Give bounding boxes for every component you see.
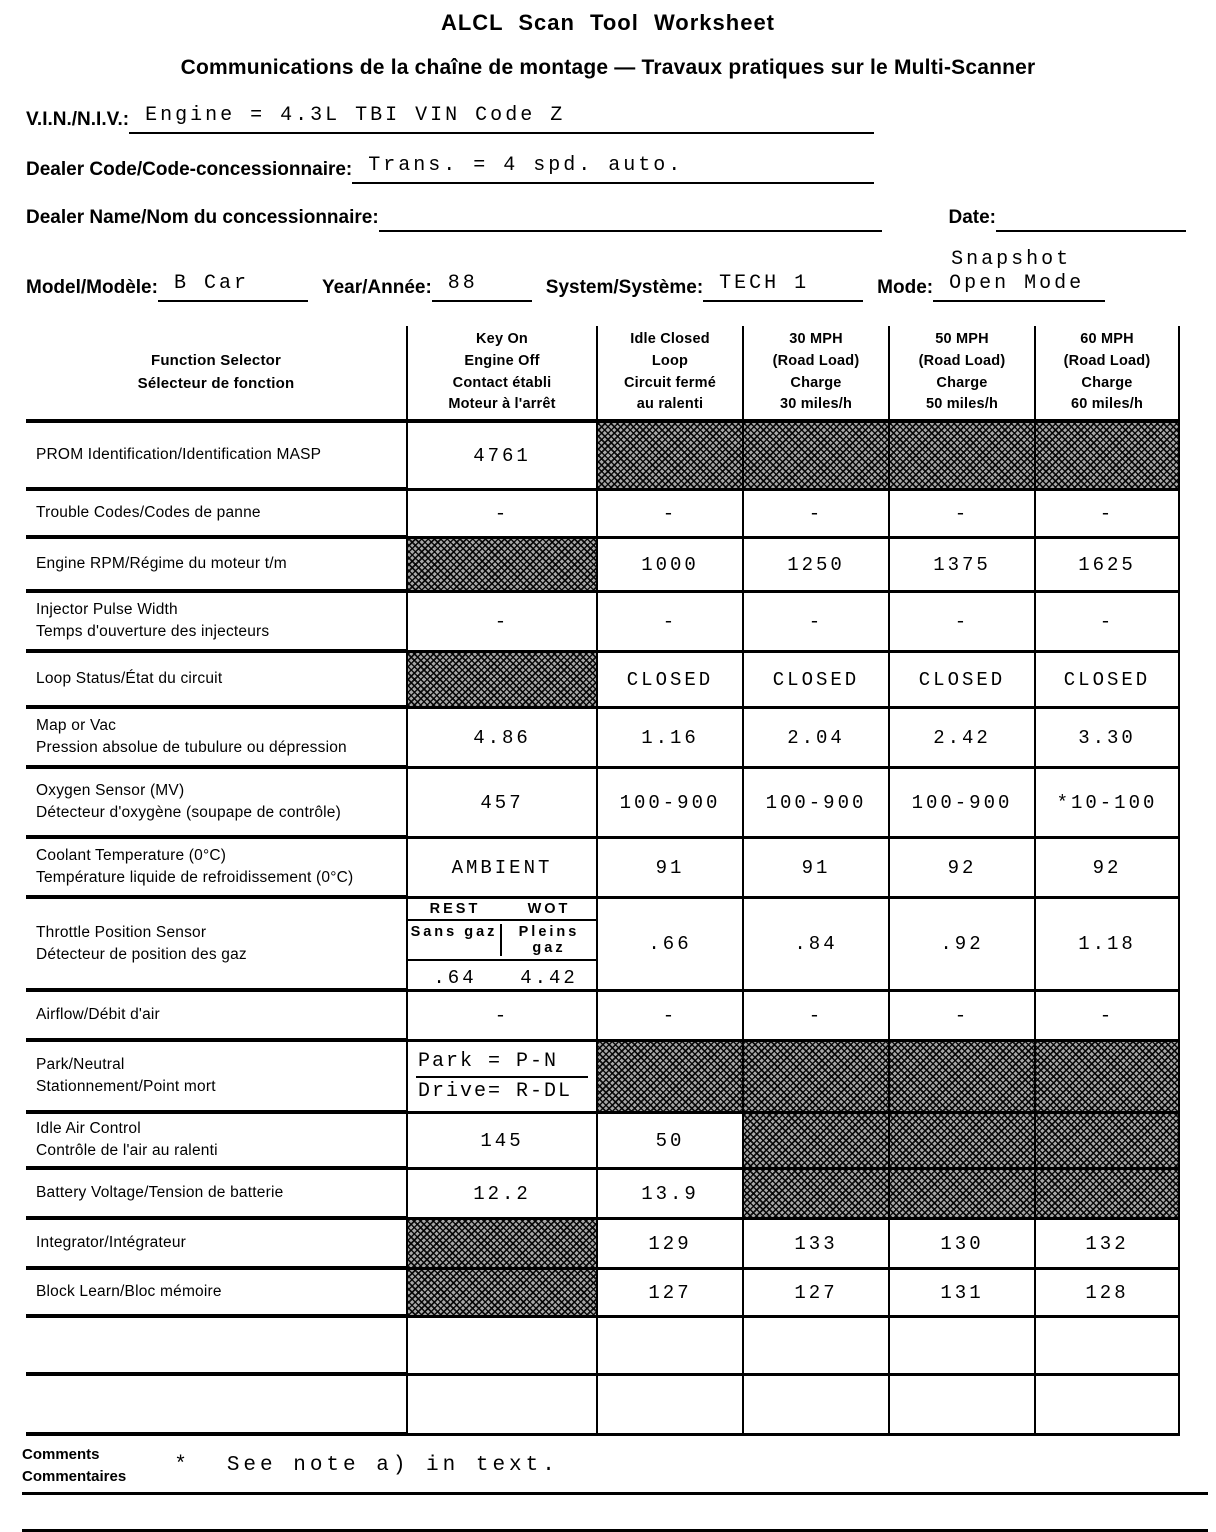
table-cell bbox=[596, 539, 742, 593]
cell-value: - bbox=[1099, 502, 1115, 525]
row-label bbox=[26, 593, 406, 653]
row-label-line: PROM Identification/Identification MASP bbox=[36, 446, 322, 464]
cell-value: 4761 bbox=[473, 444, 531, 467]
vin-value: Engine = 4.3L TBI VIN Code Z bbox=[129, 104, 874, 134]
cell-shaded bbox=[1034, 1170, 1180, 1220]
row-label-line: Température liquide de refroidissement (0°C) bbox=[36, 869, 354, 886]
tps-header: WOT bbox=[527, 901, 571, 917]
row-label bbox=[26, 1170, 406, 1220]
park-neutral-values bbox=[408, 1046, 596, 1108]
cell-value: 100-900 bbox=[911, 791, 1013, 814]
cell-shaded bbox=[1034, 1114, 1180, 1170]
cell-value: 1375 bbox=[933, 553, 991, 576]
table-row bbox=[26, 1170, 1180, 1220]
park-value: Park = P-N bbox=[416, 1048, 588, 1078]
cell-throttle-position bbox=[406, 899, 596, 992]
cell-value: 100-900 bbox=[619, 791, 721, 814]
table-cell bbox=[596, 1376, 742, 1436]
cell-value: - bbox=[662, 1004, 678, 1027]
row-label-line: Stationnement/Point mort bbox=[36, 1078, 216, 1095]
header-line: (Road Load) bbox=[918, 352, 1006, 369]
table-row bbox=[26, 769, 1180, 839]
tps-subheader-row bbox=[408, 921, 596, 961]
cell-value: 91 bbox=[655, 856, 685, 879]
table-cell bbox=[406, 709, 596, 769]
table-cell bbox=[1034, 1318, 1180, 1376]
table-cell bbox=[596, 1270, 742, 1318]
row-label bbox=[26, 1220, 406, 1270]
row-label bbox=[26, 709, 406, 769]
data-table bbox=[26, 326, 1180, 1436]
cell-value: - bbox=[808, 502, 824, 525]
table-cell bbox=[1034, 539, 1180, 593]
row-label-line: Loop Status/État du circuit bbox=[36, 670, 223, 688]
tps-header-row bbox=[408, 899, 596, 921]
table-cell bbox=[596, 839, 742, 899]
row-label-line: Map or Vac bbox=[36, 717, 117, 735]
cell-value: 13.9 bbox=[641, 1182, 699, 1205]
cell-value: 3.30 bbox=[1078, 726, 1136, 749]
table-row bbox=[26, 593, 1180, 653]
row-label-line: Pression absolue de tubulure ou dépression bbox=[36, 739, 347, 756]
cell-value: 12.2 bbox=[473, 1182, 531, 1205]
table-row bbox=[26, 1318, 1180, 1376]
table-cell bbox=[888, 839, 1034, 899]
table-cell bbox=[1034, 769, 1180, 839]
cell-value: 1000 bbox=[641, 553, 699, 576]
cell-value: 92 bbox=[947, 856, 977, 879]
table-cell bbox=[596, 1170, 742, 1220]
table-cell bbox=[1034, 593, 1180, 653]
row-label-line: Park/Neutral bbox=[36, 1056, 125, 1074]
cell-value: 130 bbox=[940, 1232, 984, 1255]
year-label: Year/Année: bbox=[321, 277, 432, 298]
mode-label: Mode: bbox=[877, 277, 934, 298]
table-cell bbox=[888, 1220, 1034, 1270]
table-cell bbox=[742, 769, 888, 839]
cell-value: CLOSED bbox=[918, 668, 1006, 691]
cell-value: 1250 bbox=[787, 553, 845, 576]
header-line: Charge bbox=[790, 374, 842, 391]
cell-shaded bbox=[596, 1042, 742, 1114]
cell-shaded bbox=[888, 1042, 1034, 1114]
column-header-4 bbox=[1034, 326, 1180, 423]
table-cell bbox=[596, 899, 742, 992]
table-cell bbox=[888, 1376, 1034, 1436]
row-label bbox=[26, 653, 406, 709]
table-cell bbox=[596, 709, 742, 769]
system-value: TECH 1 bbox=[703, 272, 863, 302]
header-line: Loop bbox=[651, 352, 689, 369]
cell-value: - bbox=[1099, 1004, 1115, 1027]
row-label-line: Oxygen Sensor (MV) bbox=[36, 782, 185, 800]
header-line: 30 miles/h bbox=[779, 396, 853, 413]
row-label bbox=[26, 1114, 406, 1170]
model-row bbox=[26, 248, 1186, 302]
table-cell bbox=[596, 1114, 742, 1170]
table-cell bbox=[406, 423, 596, 491]
table-cell bbox=[596, 1318, 742, 1376]
row-label-line: Integrator/Intégrateur bbox=[36, 1234, 187, 1252]
table-cell bbox=[888, 539, 1034, 593]
table-row bbox=[26, 1114, 1180, 1170]
header-line: Key On bbox=[476, 331, 528, 347]
cell-value: 132 bbox=[1085, 1232, 1129, 1255]
cell-value: 1.18 bbox=[1078, 933, 1136, 955]
table-row bbox=[26, 653, 1180, 709]
table-cell bbox=[742, 709, 888, 769]
table-cell bbox=[742, 899, 888, 992]
row-label bbox=[26, 1042, 406, 1114]
comments-note bbox=[174, 1454, 559, 1477]
cell-value: AMBIENT bbox=[451, 856, 553, 879]
dealer-name-value bbox=[379, 202, 883, 232]
table-row bbox=[26, 1220, 1180, 1270]
table-cell bbox=[1034, 839, 1180, 899]
page-subtitle: Communications de la chaîne de montage — Travaux pratiques sur le Multi-Scanner bbox=[180, 56, 1036, 79]
table-row bbox=[26, 839, 1180, 899]
tps-subheader: Sans gaz bbox=[408, 924, 502, 956]
column-header-0 bbox=[406, 326, 596, 423]
date-value bbox=[996, 202, 1186, 232]
table-cell bbox=[1034, 709, 1180, 769]
header-line: 60 miles/h bbox=[1070, 396, 1144, 413]
row-label-line: Coolant Temperature (0°C) bbox=[36, 847, 227, 865]
cell-shaded bbox=[406, 653, 596, 709]
row-label bbox=[26, 1270, 406, 1318]
cell-value: 4.86 bbox=[473, 726, 531, 749]
table-cell bbox=[888, 899, 1034, 992]
row-label bbox=[26, 423, 406, 491]
header-line: Contact établi bbox=[452, 374, 552, 391]
cell-value: - bbox=[954, 1004, 970, 1027]
cell-value: 2.04 bbox=[787, 726, 845, 749]
cell-shaded bbox=[596, 423, 742, 491]
model-label: Model/Modèle: bbox=[26, 277, 158, 298]
table-cell bbox=[742, 1318, 888, 1376]
table-row bbox=[26, 539, 1180, 593]
table-cell bbox=[406, 839, 596, 899]
table-header-row bbox=[26, 326, 1180, 423]
cell-shaded bbox=[742, 423, 888, 491]
column-header-3 bbox=[888, 326, 1034, 423]
cell-value: CLOSED bbox=[1063, 668, 1151, 691]
table-cell bbox=[742, 1376, 888, 1436]
function-selector-header bbox=[26, 326, 406, 423]
year-value: 88 bbox=[432, 272, 532, 302]
table-cell bbox=[888, 1270, 1034, 1318]
header-line: Charge bbox=[936, 374, 988, 391]
table-cell bbox=[742, 1270, 888, 1318]
header-line: Engine Off bbox=[464, 352, 540, 369]
table-cell bbox=[596, 491, 742, 539]
cell-value: 91 bbox=[801, 856, 831, 879]
column-header-2 bbox=[742, 326, 888, 423]
cell-value: .84 bbox=[794, 933, 838, 955]
table-cell bbox=[406, 1376, 596, 1436]
column-header-1 bbox=[596, 326, 742, 423]
table-cell bbox=[1034, 992, 1180, 1042]
cell-value: 50 bbox=[655, 1129, 685, 1152]
table-row bbox=[26, 1042, 1180, 1114]
cell-value: - bbox=[662, 502, 678, 525]
cell-value: *10-100 bbox=[1056, 791, 1158, 814]
dealer-code-value: Trans. = 4 spd. auto. bbox=[352, 154, 874, 184]
table-cell bbox=[742, 539, 888, 593]
table-cell bbox=[1034, 899, 1180, 992]
row-label-line: Temps d'ouverture des injecteurs bbox=[36, 623, 270, 640]
cell-shaded bbox=[406, 539, 596, 593]
row-label-line: Trouble Codes/Codes de panne bbox=[36, 504, 261, 522]
header-line: Idle Closed bbox=[630, 331, 710, 347]
row-label bbox=[26, 1318, 406, 1376]
comments-note-text: See note a) in text. bbox=[226, 1454, 559, 1478]
cell-value: CLOSED bbox=[772, 668, 860, 691]
row-label-line: Injector Pulse Width bbox=[36, 601, 178, 619]
row-label bbox=[26, 1376, 406, 1436]
comments-label bbox=[22, 1444, 126, 1488]
table-cell bbox=[742, 653, 888, 709]
table-cell bbox=[596, 992, 742, 1042]
cell-shaded bbox=[742, 1042, 888, 1114]
comments-section bbox=[22, 1444, 1208, 1495]
row-label-line: Airflow/Débit d'air bbox=[36, 1006, 160, 1024]
header-line: 50 miles/h bbox=[925, 396, 999, 413]
page-title: ALCL Scan Tool Worksheet bbox=[440, 10, 776, 35]
row-label-line: Détecteur d'oxygène (soupape de contrôle) bbox=[36, 804, 341, 821]
table-cell bbox=[1034, 1270, 1180, 1318]
table-cell bbox=[888, 709, 1034, 769]
cell-shaded bbox=[406, 1220, 596, 1270]
tps-subheader: Pleins gaz bbox=[518, 924, 580, 956]
row-label bbox=[26, 992, 406, 1042]
cell-value: - bbox=[808, 610, 824, 633]
cell-value: - bbox=[808, 1004, 824, 1027]
cell-value: - bbox=[494, 610, 510, 633]
cell-value: - bbox=[494, 502, 510, 525]
cell-value: 1.16 bbox=[641, 726, 699, 749]
mode-value-top: Snapshot bbox=[951, 248, 1072, 271]
table-cell bbox=[742, 1220, 888, 1270]
tps-value: .64 bbox=[433, 967, 477, 989]
table-cell bbox=[406, 491, 596, 539]
table-cell bbox=[1034, 1220, 1180, 1270]
header-line: 30 MPH bbox=[789, 331, 843, 347]
model-value: B Car bbox=[158, 272, 308, 302]
dealer-name-label: Dealer Name/Nom du concessionnaire: bbox=[26, 207, 379, 228]
row-label bbox=[26, 899, 406, 992]
table-cell bbox=[742, 593, 888, 653]
row-label bbox=[26, 539, 406, 593]
cell-shaded bbox=[742, 1170, 888, 1220]
table-cell bbox=[888, 653, 1034, 709]
table-cell bbox=[1034, 491, 1180, 539]
cell-value: .92 bbox=[940, 933, 984, 955]
header-line: (Road Load) bbox=[1063, 352, 1151, 369]
table-row bbox=[26, 899, 1180, 992]
table-row bbox=[26, 709, 1180, 769]
row-label-line: Engine RPM/Régime du moteur t/m bbox=[36, 555, 287, 573]
cell-value: 127 bbox=[794, 1281, 838, 1304]
cell-value: 1625 bbox=[1078, 553, 1136, 576]
row-label bbox=[26, 839, 406, 899]
row-label-line: Throttle Position Sensor bbox=[36, 923, 207, 941]
system-label: System/Système: bbox=[545, 277, 704, 298]
table-row bbox=[26, 491, 1180, 539]
cell-shaded bbox=[888, 1170, 1034, 1220]
table-cell bbox=[406, 1114, 596, 1170]
mode-value bbox=[933, 248, 1105, 302]
vin-row bbox=[26, 104, 1186, 134]
table-cell bbox=[406, 769, 596, 839]
comments-note-marker: * bbox=[174, 1454, 191, 1478]
table-cell bbox=[406, 1170, 596, 1220]
dealer-name-row bbox=[26, 202, 1186, 232]
row-label-line: Idle Air Control bbox=[36, 1120, 141, 1138]
comments-label-en: Comments bbox=[22, 1446, 100, 1463]
drive-value: Drive= R-DL bbox=[418, 1079, 573, 1103]
table-cell bbox=[596, 769, 742, 839]
dealer-code-row bbox=[26, 154, 1186, 184]
cell-value: 2.42 bbox=[933, 726, 991, 749]
cell-value: - bbox=[662, 610, 678, 633]
header-line: au ralenti bbox=[636, 396, 704, 413]
cell-value: 133 bbox=[794, 1232, 838, 1255]
tps-subtable bbox=[408, 899, 596, 989]
table-cell bbox=[888, 992, 1034, 1042]
tps-header: REST bbox=[429, 901, 481, 917]
cell-park-neutral bbox=[406, 1042, 596, 1114]
vin-label: V.I.N./N.I.V.: bbox=[26, 109, 130, 130]
cell-value: - bbox=[1099, 610, 1115, 633]
table-cell bbox=[596, 593, 742, 653]
comments-blank-line bbox=[22, 1495, 1208, 1532]
cell-value: - bbox=[494, 1004, 510, 1027]
table-row bbox=[26, 1270, 1180, 1318]
cell-shaded bbox=[742, 1114, 888, 1170]
cell-shaded bbox=[406, 1270, 596, 1318]
table-cell bbox=[1034, 653, 1180, 709]
cell-shaded bbox=[888, 1114, 1034, 1170]
comments-label-fr: Commentaires bbox=[22, 1467, 127, 1485]
row-label-line: Détecteur de position des gaz bbox=[36, 945, 247, 963]
table-cell bbox=[888, 491, 1034, 539]
cell-value: - bbox=[954, 610, 970, 633]
header-line: 50 MPH bbox=[935, 331, 989, 347]
table-cell bbox=[596, 1220, 742, 1270]
row-label-line: Contrôle de l'air au ralenti bbox=[36, 1142, 218, 1159]
mode-value-bottom: Open Mode bbox=[933, 272, 1105, 302]
table-row bbox=[26, 1376, 1180, 1436]
cell-value: 131 bbox=[940, 1281, 984, 1304]
header-line: Sélecteur de fonction bbox=[137, 374, 295, 392]
date-label: Date: bbox=[948, 207, 996, 228]
dealer-code-label: Dealer Code/Code-concessionnaire: bbox=[26, 159, 353, 180]
header-line: 60 MPH bbox=[1080, 331, 1134, 347]
table-cell bbox=[742, 839, 888, 899]
table-cell bbox=[406, 992, 596, 1042]
cell-value: CLOSED bbox=[626, 668, 714, 691]
cell-value: 129 bbox=[648, 1232, 692, 1255]
cell-value: 92 bbox=[1092, 856, 1122, 879]
cell-value: 127 bbox=[648, 1281, 692, 1304]
header-line: Charge bbox=[1081, 374, 1133, 391]
table-cell bbox=[888, 593, 1034, 653]
table-cell bbox=[888, 1318, 1034, 1376]
table-cell bbox=[742, 992, 888, 1042]
cell-value: 145 bbox=[480, 1129, 524, 1152]
table-cell bbox=[1034, 1376, 1180, 1436]
cell-shaded bbox=[1034, 1042, 1180, 1114]
row-label bbox=[26, 769, 406, 839]
row-label-line: Block Learn/Bloc mémoire bbox=[36, 1283, 222, 1301]
form-header bbox=[26, 104, 1186, 302]
table-row bbox=[26, 992, 1180, 1042]
header-line: Moteur à l'arrêt bbox=[448, 396, 556, 413]
table-row bbox=[26, 423, 1180, 491]
tps-values-row bbox=[408, 961, 596, 989]
header-line: (Road Load) bbox=[772, 352, 860, 369]
table-cell bbox=[888, 769, 1034, 839]
cell-value: 457 bbox=[480, 791, 524, 814]
tps-value: 4.42 bbox=[520, 967, 578, 989]
row-label-line: Battery Voltage/Tension de batterie bbox=[36, 1184, 284, 1202]
table-cell bbox=[406, 593, 596, 653]
cell-shaded bbox=[1034, 423, 1180, 491]
table-cell bbox=[406, 1318, 596, 1376]
cell-value: 100-900 bbox=[765, 791, 867, 814]
cell-value: .66 bbox=[648, 933, 692, 955]
table-cell bbox=[742, 491, 888, 539]
cell-shaded bbox=[888, 423, 1034, 491]
header-line: Circuit fermé bbox=[623, 374, 717, 391]
row-label bbox=[26, 491, 406, 539]
cell-value: 128 bbox=[1085, 1281, 1129, 1304]
cell-value: - bbox=[954, 502, 970, 525]
table-cell bbox=[596, 653, 742, 709]
header-line: Function Selector bbox=[150, 352, 282, 369]
